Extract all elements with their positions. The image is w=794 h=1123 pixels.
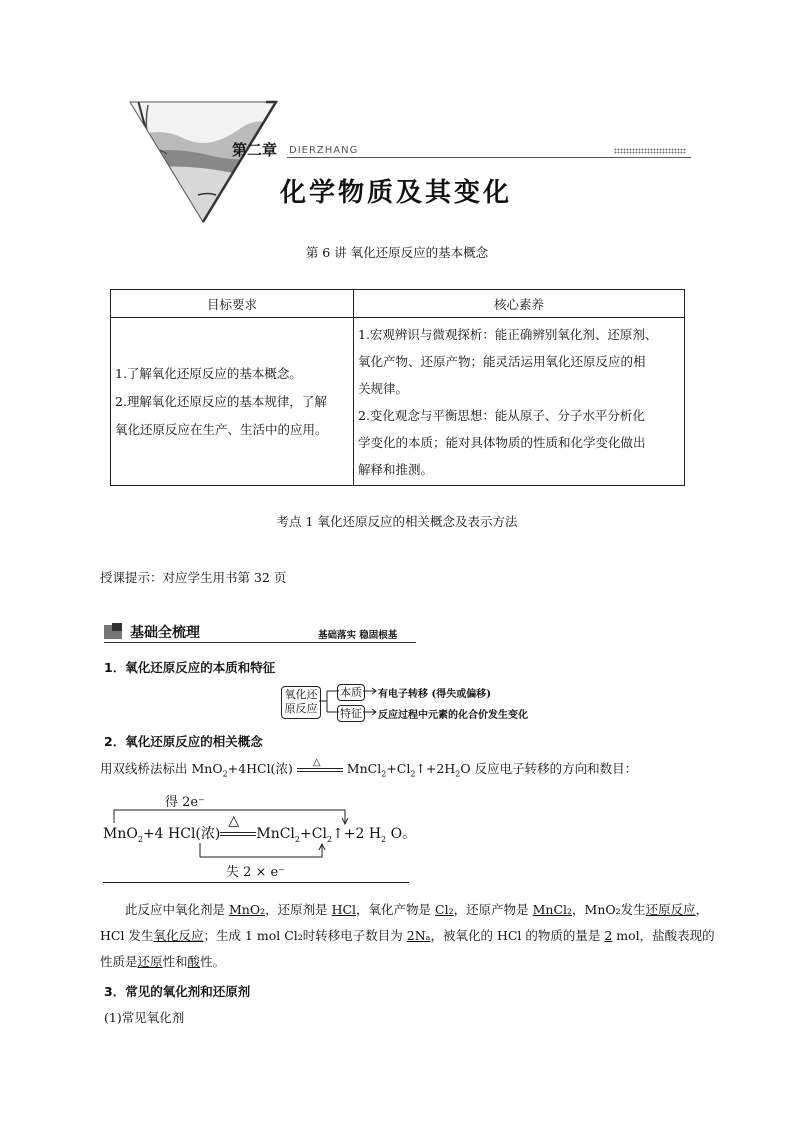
essence-text: 有电子转移 (得失或偏移) <box>378 689 491 700</box>
item3-sub1: (1)常见氧化剂 <box>104 1010 185 1025</box>
intro-text: 反应电子转移的方向和数目： <box>474 761 638 776</box>
literacy-line: 2.变化观念与平衡思想：能从原子、分子水平分析化 <box>358 407 645 423</box>
lose-label: 失 2 × e⁻ <box>226 865 286 880</box>
item2-heading: 2．氧化还原反应的相关概念 <box>104 734 263 749</box>
section-square-icon-inner <box>112 623 122 631</box>
item3-heading: 3．常见的氧化剂和还原剂 <box>104 984 251 999</box>
literacy-header: 核心素养 <box>354 290 685 318</box>
intro-text: 用双线桥法标出 MnO <box>100 761 223 776</box>
concept-box <box>281 686 321 719</box>
section-subtitle: 基础落实 稳固根基 <box>318 630 398 641</box>
literacy-line: 氧化产物、还原产物；能灵活运用氧化还原反应的相 <box>358 353 646 369</box>
paragraph-line-1: 此反应中氧化剂是 MnO₂，还原剂是 HCl，氧化产物是 Cl₂，还原产物是 MnCl₂，MnO₂发生还原反应， <box>125 902 709 917</box>
concept-box-line: 氧化还 <box>284 688 318 701</box>
gain-label: 得 2e⁻ <box>165 795 205 810</box>
goal-line: 2.理解氧化还原反应的基本规律，了解 <box>115 393 327 409</box>
literacy-line: 解释和推测。 <box>358 461 434 477</box>
literacy-line: 1.宏观辨识与微观探析：能正确辨别氧化剂、还原剂、 <box>358 326 658 342</box>
chapter-title: 化学物质及其变化 <box>280 178 513 208</box>
kaodian-heading: 考点 1 氧化还原反应的相关概念及表示方法 <box>276 514 518 529</box>
feature-text: 反应过程中元素的化合价发生变化 <box>378 710 528 721</box>
equals-heat-sign <box>297 756 343 772</box>
item1-heading: 1．氧化还原反应的本质和特征 <box>104 660 276 675</box>
delta-icon: △ <box>312 756 321 768</box>
goals-header: 目标要求 <box>111 290 354 318</box>
paragraph-line-3: 性质是还原性和酸性。 <box>100 954 226 969</box>
paragraph-line-2: HCl 发生氧化反应；生成 1 mol Cl₂时转移电子数目为 2Nₐ，被氧化的 HCl 的物质的量是 2 mol，盐酸表现的 <box>100 928 715 943</box>
goal-line: 1.了解氧化还原反应的基本概念。 <box>115 365 302 381</box>
header-dot-pattern <box>614 148 686 154</box>
concept-box-line: 原反应 <box>284 702 318 715</box>
lesson-title: 第 6 讲 氧化还原反应的基本概念 <box>305 245 489 260</box>
literacy-cell <box>354 318 685 486</box>
section-title: 基础全梳理 <box>130 625 200 641</box>
chapter-number: 第二章 <box>232 141 278 159</box>
arrows <box>363 684 379 722</box>
header-rule <box>287 157 691 158</box>
section-rule <box>104 642 416 643</box>
bracket-connector <box>319 684 339 720</box>
equation: MnO$_2$+4 HCl(浓) △ $MnCl_2+Cl_2↑+2$ $H_2$ O。 <box>103 813 417 844</box>
goal-line: 氧化还原反应在生产、生活中的应用。 <box>115 421 328 437</box>
delta-icon: △ <box>228 813 240 829</box>
goals-cell <box>111 318 354 486</box>
literacy-line: 学变化的本质；能对具体物质的性质和化学变化做出 <box>358 434 646 450</box>
intro-text: MnCl <box>346 761 382 776</box>
intro-text: +4HCl(浓) <box>227 761 293 776</box>
essence-box: 本质 <box>337 684 365 701</box>
teaching-tip: 授课提示：对应学生用书第 32 页 <box>100 570 287 585</box>
feature-box: 特征 <box>337 705 365 722</box>
chapter-landscape-emblem <box>128 100 278 225</box>
diagram-rule <box>103 882 409 883</box>
chapter-pinyin: DIERZHANG <box>289 145 359 156</box>
literacy-line: 关规律。 <box>358 380 409 396</box>
goals-table <box>110 289 685 486</box>
item2-intro: 用双线桥法标出 MnO$_2$+4HCl(浓) △ $MnCl_2+Cl_2↑+2H_2O$ 反应电子转移的方向和数目： <box>100 756 637 788</box>
